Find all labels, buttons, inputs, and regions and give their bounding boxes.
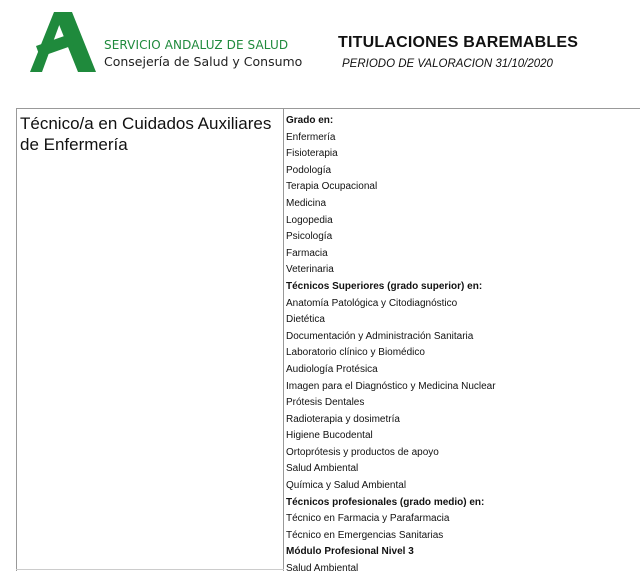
- organization-block: [104, 38, 302, 71]
- list-item: Anatomía Patológica y Citodiagnóstico: [286, 297, 458, 309]
- list-item: Técnico en Farmacia y Parafarmacia: [286, 513, 450, 525]
- list-item: Veterinaria: [286, 264, 334, 276]
- table-bottom-border: [16, 569, 284, 570]
- section-heading: Técnicos Superiores (grado superior) en:: [286, 280, 483, 292]
- list-item: Enfermería: [286, 131, 336, 143]
- category-cell: [16, 109, 284, 571]
- list-item: Radioterapia y dosimetría: [286, 413, 400, 425]
- list-item: Documentación y Administración Sanitaria: [286, 330, 474, 342]
- section-heading: Módulo Profesional Nivel 3: [286, 546, 414, 558]
- list-item: Terapia Ocupacional: [286, 181, 378, 193]
- list-item: Medicina: [286, 197, 327, 209]
- section-heading: Grado en:: [286, 115, 334, 126]
- category-title: Técnico/a en Cuidados Auxiliares de Enfermería: [20, 114, 272, 154]
- qualifications-table: [16, 108, 640, 573]
- organization-name: SERVICIO ANDALUZ DE SALUD: [104, 38, 289, 52]
- list-item: Audiología Protésica: [286, 363, 378, 375]
- list-item: Dietética: [286, 314, 325, 326]
- list-item: Laboratorio clínico y Biomédico: [286, 347, 425, 359]
- list-item: Imagen para el Diagnóstico y Medicina Nuclear: [286, 380, 496, 392]
- list-item: Psicología: [286, 231, 333, 243]
- andalucia-a-logo-icon: [30, 12, 96, 72]
- list-item: Farmacia: [286, 247, 328, 259]
- document-subtitle: PERIODO DE VALORACION 31/10/2020: [342, 58, 553, 70]
- list-item: Química y Salud Ambiental: [286, 480, 407, 492]
- page-header: [0, 0, 640, 100]
- list-item: Técnico en Emergencias Sanitarias: [286, 529, 444, 541]
- list-item: Salud Ambiental: [286, 563, 359, 575]
- qualifications-list: [286, 113, 636, 578]
- document-title: TITULACIONES BAREMABLES: [338, 34, 579, 51]
- organization-department: Consejería de Salud y Consumo: [104, 54, 303, 69]
- list-item: Higiene Bucodental: [286, 430, 373, 442]
- list-item: Logopedia: [286, 214, 333, 226]
- list-item: Ortoprótesis y productos de apoyo: [286, 446, 439, 458]
- list-item: Prótesis Dentales: [286, 397, 365, 409]
- list-item: Fisioterapia: [286, 148, 338, 160]
- list-item: Salud Ambiental: [286, 463, 359, 475]
- section-heading: Técnicos profesionales (grado medio) en:: [286, 496, 485, 508]
- list-item: Podología: [286, 164, 332, 176]
